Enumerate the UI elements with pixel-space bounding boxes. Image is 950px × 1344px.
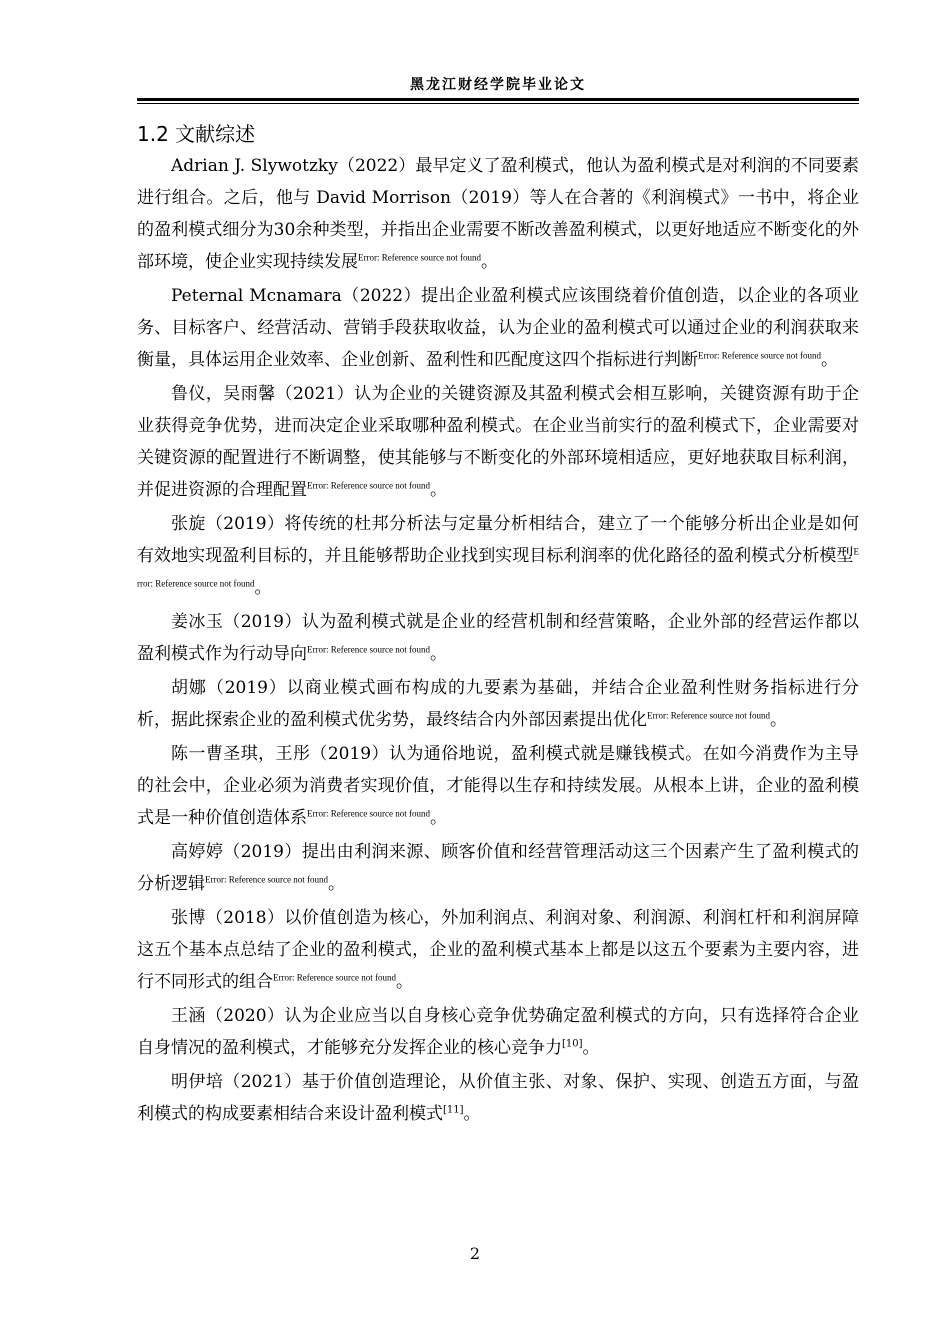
paragraph: [137, 150, 859, 278]
paragraph-end-punctuation: 。: [429, 644, 447, 664]
paragraph-text: 张博（2018）以价值创造为核心，外加利润点、利润对象、利润源、利润杠杆和利润屏障这五个基本点总结了企业的盈利模式，企业的盈利模式基本上都是以这五个要素为主要内容，进行不同形式的组合: [137, 908, 859, 992]
paragraph-end-punctuation: 。: [429, 808, 447, 828]
citation-reference: Error: Reference source not found: [307, 644, 430, 655]
paragraph-text: 陈一曹圣琪，王彤（2019）认为通俗地说，盈利模式就是赚钱模式。在如今消费作为主导的社会中，企业必须为消费者实现价值，才能得以生存和持续发展。从根本上讲，企业的盈利模式是一种价值创造体系: [137, 744, 859, 828]
paragraph: [137, 378, 859, 506]
paragraph-text: 姜冰玉（2019）认为盈利模式就是企业的经营机制和经营策略，企业外部的经营运作都以盈利模式作为行动导向: [137, 612, 859, 664]
citation-reference: [10]: [562, 1038, 583, 1050]
paragraph-text: 鲁仪，吴雨馨（2021）认为企业的关键资源及其盈利模式会相互影响，关键资源有助于企业获得竞争优势，进而决定企业采取哪种盈利模式。在企业当前实行的盈利模式下，企业需要对关键资源的配置进行不断调整，使其能够与不断变化的外部环境相适应，更好地获取目标利润，并促进资源的合理配置: [137, 384, 859, 500]
paragraph: [137, 280, 859, 376]
citation-reference: Error: Reference source not found: [647, 710, 770, 721]
paragraph: [137, 902, 859, 998]
header-rule-thick: [137, 98, 859, 101]
paragraph-text: 高婷婷（2019）提出由利润来源、顾客价值和经营管理活动这三个因素产生了盈利模式的分析逻辑: [137, 842, 859, 894]
citation-reference: Error: Reference source not found: [698, 350, 821, 361]
paragraph-text: Peternal Mcnamara（2022）提出企业盈利模式应该围绕着价值创造，以企业的各项业务、目标客户、经营活动、营销手段获取收益，认为企业的盈利模式可以通过企业的利润获取来衡量，具体运用企业效率、企业创新、盈利性和匹配度这四个指标进行判断: [137, 286, 859, 370]
citation-reference: Error: Reference source not found: [358, 252, 481, 263]
citation-reference: [11]: [443, 1104, 464, 1116]
paragraph: [137, 1066, 859, 1130]
section-title: 1.2 文献综述: [137, 122, 256, 146]
citation-reference: Error: Reference source not found: [137, 546, 859, 589]
paragraph-end-punctuation: 。: [254, 578, 272, 598]
page-header-title: 黑龙江财经学院毕业论文: [410, 77, 586, 93]
paragraph: [137, 606, 859, 670]
paragraph: [137, 672, 859, 736]
citation-reference: Error: Reference source not found: [307, 480, 430, 491]
paragraph: [137, 836, 859, 900]
paragraph-text: 张旋（2019）将传统的杜邦分析法与定量分析相结合，建立了一个能够分析出企业是如何有效地实现盈利目标的，并且能够帮助企业找到实现目标利润率的优化路径的盈利模式分析模型: [137, 514, 859, 566]
citation-reference: Error: Reference source not found: [273, 972, 396, 983]
paragraph-text: 明伊培（2021）基于价值创造理论，从价值主张、对象、保护、实现、创造五方面，与盈利模式的构成要素相结合来设计盈利模式: [137, 1072, 859, 1124]
paragraph-end-punctuation: 。: [769, 710, 787, 730]
paragraph-end-punctuation: 。: [395, 972, 413, 992]
paragraph-end-punctuation: 。: [429, 480, 447, 500]
body-text: [137, 150, 859, 1130]
paragraph: [137, 738, 859, 834]
paragraph: [137, 1000, 859, 1064]
header-rule-thin: [137, 103, 859, 104]
paragraph-end-punctuation: 。: [327, 874, 345, 894]
paragraph-text: 胡娜（2019）以商业模式画布构成的九要素为基础，并结合企业盈利性财务指标进行分析，据此探索企业的盈利模式优劣势，最终结合内外部因素提出优化: [137, 678, 859, 730]
citation-reference: Error: Reference source not found: [307, 808, 430, 819]
citation-reference: Error: Reference source not found: [205, 874, 328, 885]
paragraph-end-punctuation: 。: [820, 350, 838, 370]
paragraph-text: Adrian J. Slywotzky（2022）最早定义了盈利模式，他认为盈利模式是对利润的不同要素进行组合。之后，他与 David Morrison（2019）等人在合著的《利润模式》一书中，将企业的盈利模式细分为30余种类型，并指出企业需要不断改善盈利模式，以更好地适应不断变化的外部环境，使企业实现持续发展: [137, 156, 859, 272]
paragraph-end-punctuation: 。: [480, 252, 498, 272]
paragraph-end-punctuation: 。: [463, 1104, 481, 1124]
paragraph-end-punctuation: 。: [582, 1038, 600, 1058]
paragraph: [137, 508, 859, 604]
paragraph-text: 王涵（2020）认为企业应当以自身核心竞争优势确定盈利模式的方向，只有选择符合企业自身情况的盈利模式，才能够充分发挥企业的核心竞争力: [137, 1006, 859, 1058]
page-number: 2: [469, 1244, 481, 1263]
